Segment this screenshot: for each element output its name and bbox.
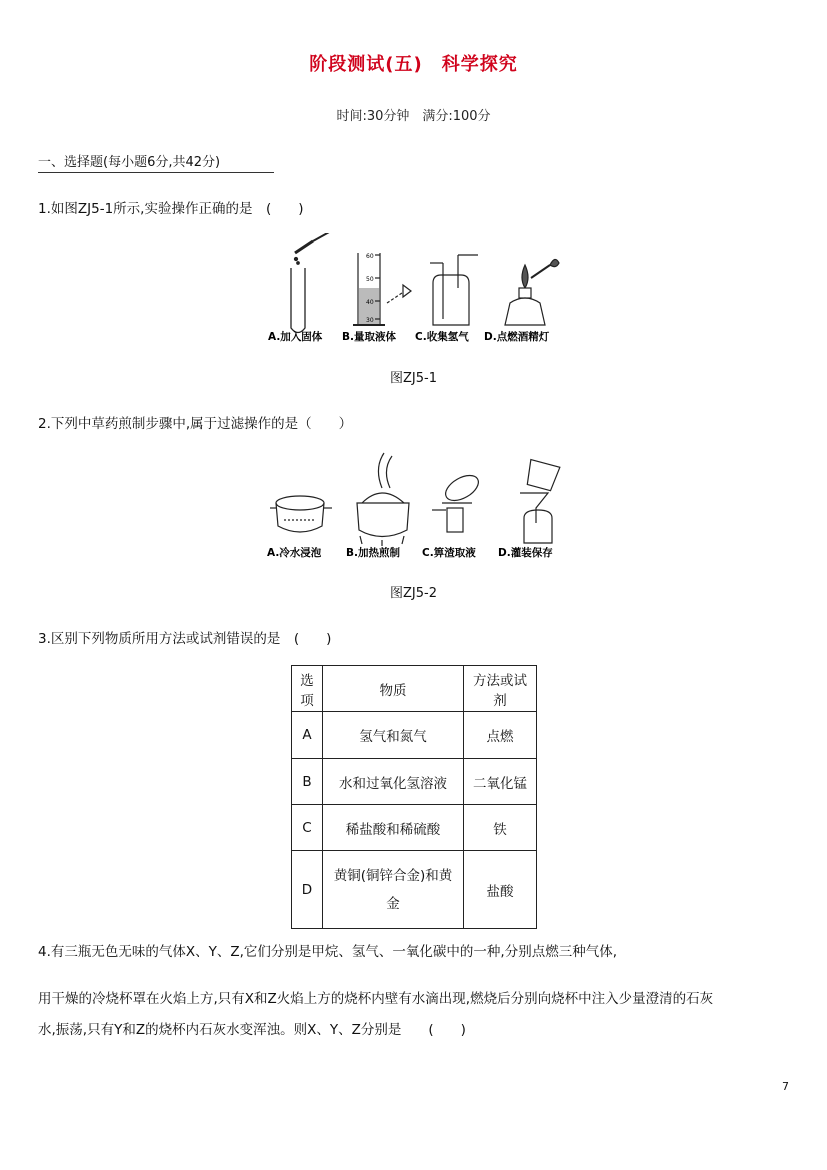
table-cell: 二氧化锰 [464,759,537,805]
test-tube-illustration [291,233,331,333]
cylinder-tick-50: 50 [366,276,374,283]
figure1-option-c-label: C.收集氢气 [415,331,469,343]
figure2-option-d-label: D.灌装保存 [498,547,553,559]
table-header-cell: 方法或试剂 [464,666,537,712]
figure1-option-a-label: A.加入固体 [268,331,323,343]
table-cell: 点燃 [464,712,537,759]
gas-bottle-illustration [430,255,478,325]
question-2-text: 2.下列中草药煎制步骤中,属于过滤操作的是（ ） [38,416,353,432]
figure2-option-a-label: A.冷水浸泡 [267,547,322,559]
table-cell: A [292,712,323,759]
table-cell: 黄铜(铜锌合金)和黄金 [323,851,464,929]
question-3-text: 3.区别下列物质所用方法或试剂错误的是 ( ) [38,631,332,647]
figure1-option-b-label: B.量取液体 [342,331,396,343]
table-header-cell: 选项 [292,666,323,712]
table-cell: 水和过氧化氢溶液 [323,759,464,805]
table-row [292,851,537,929]
exam-time-info: 时间:30分钟 满分:100分 [336,109,491,124]
table-row [292,712,537,759]
cylinder-tick-60: 60 [366,253,374,260]
question-1-text: 1.如图ZJ5-1所示,实验操作正确的是 ( ) [38,201,304,217]
figure2-option-c-label: C.箅渣取液 [422,547,476,559]
table-cell: D [292,851,323,929]
options-table [291,665,537,929]
figure2-option-b-label: B.加热煎制 [346,547,400,559]
cylinder-tick-40: 40 [366,299,374,306]
boiling-pot-illustration [357,453,409,546]
figure-zj5-2 [262,448,572,563]
bottling-illustration [520,460,560,543]
table-header-row [292,666,537,712]
filtering-illustration [432,470,483,532]
table-cell: B [292,759,323,805]
table-header-cell: 物质 [323,666,464,712]
alcohol-lamp-illustration [505,259,559,325]
table-cell: 铁 [464,805,537,851]
page-number: 7 [782,1080,789,1093]
figure1-option-d-label: D.点燃酒精灯 [484,331,550,343]
question-4-line-3: 水,振荡,只有Y和Z的烧杯内石灰水变浑浊。则X、Y、Z分别是 ( ) [38,1022,466,1038]
table-cell: 稀盐酸和稀硫酸 [323,805,464,851]
section-heading: 一、选择题(每小题6分,共42分) [38,151,274,173]
figure-zj5-1 [265,233,565,348]
cylinder-tick-30: 30 [366,317,374,324]
table-row [292,759,537,805]
table-cell: 盐酸 [464,851,537,929]
table-cell: 氢气和氮气 [323,712,464,759]
page-title: 阶段测试(五) 科学探究 [309,54,518,75]
table-row [292,805,537,851]
graduated-cylinder-illustration [353,253,411,325]
question-4-line-1: 4.有三瓶无色无味的气体X、Y、Z,它们分别是甲烷、氢气、一氧化碳中的一种,分别点燃三种气体, [38,944,617,960]
question-4-line-2: 用干燥的冷烧杯罩在火焰上方,只有X和Z火焰上方的烧杯内壁有水滴出现,燃烧后分别向烧杯中注入少量澄清的石灰 [38,991,714,1007]
figure-1-caption: 图ZJ5-1 [390,371,437,386]
soaking-pot-illustration [270,496,332,532]
table-cell: C [292,805,323,851]
figure-2-caption: 图ZJ5-2 [390,586,437,601]
